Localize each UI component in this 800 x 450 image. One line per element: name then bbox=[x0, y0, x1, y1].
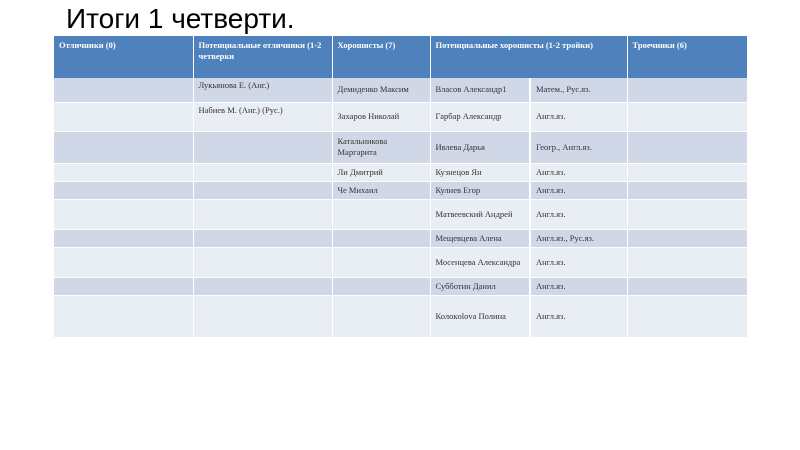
table-row bbox=[54, 163, 747, 181]
cell-potential-good-subjects: Англ.яз. bbox=[530, 163, 627, 181]
header-potential-good: Потенциальные хорошисты (1-2 тройки) bbox=[430, 36, 627, 78]
cell-potential-good-name: Гарбар Александр bbox=[430, 102, 530, 131]
cell-potential-good-subjects: Англ.яз. bbox=[530, 295, 627, 337]
cell-potential-excellent bbox=[193, 277, 332, 295]
cell-good bbox=[332, 199, 430, 229]
table-row bbox=[54, 102, 747, 131]
cell-good bbox=[332, 229, 430, 247]
cell-satisfactory bbox=[627, 247, 747, 277]
cell-excellent bbox=[54, 163, 193, 181]
cell-potential-good-subjects: Матем., Рус.яз. bbox=[530, 78, 627, 102]
cell-satisfactory bbox=[627, 229, 747, 247]
cell-satisfactory bbox=[627, 102, 747, 131]
table-row bbox=[54, 229, 747, 247]
cell-satisfactory bbox=[627, 163, 747, 181]
cell-good bbox=[332, 277, 430, 295]
cell-potential-excellent: Набиев М. (Анг.) (Рус.) bbox=[193, 102, 332, 131]
cell-satisfactory bbox=[627, 295, 747, 337]
slide-title: Итоги 1 четверти. bbox=[66, 3, 295, 34]
cell-satisfactory bbox=[627, 181, 747, 199]
cell-good: Катальникова Маргарита bbox=[332, 131, 430, 163]
table-row bbox=[54, 199, 747, 229]
header-row bbox=[54, 36, 747, 78]
table-row bbox=[54, 295, 747, 337]
cell-potential-excellent: Лукьянова Е. (Анг.) bbox=[193, 78, 332, 102]
cell-potential-excellent bbox=[193, 199, 332, 229]
cell-potential-excellent bbox=[193, 295, 332, 337]
header-good: Хорошисты (7) bbox=[332, 36, 430, 78]
cell-potential-good-subjects: Англ.яз. bbox=[530, 102, 627, 131]
cell-satisfactory bbox=[627, 131, 747, 163]
cell-satisfactory bbox=[627, 78, 747, 102]
cell-good bbox=[332, 247, 430, 277]
cell-potential-good-subjects: Англ.яз. bbox=[530, 181, 627, 199]
cell-excellent bbox=[54, 199, 193, 229]
table-row bbox=[54, 131, 747, 163]
cell-potential-good-name: Субботин Данил bbox=[430, 277, 530, 295]
cell-potential-good-subjects: Геогр., Англ.яз. bbox=[530, 131, 627, 163]
cell-potential-good-name: Кузнецов Ян bbox=[430, 163, 530, 181]
cell-potential-good-subjects: Англ.яз. bbox=[530, 277, 627, 295]
cell-potential-excellent bbox=[193, 131, 332, 163]
cell-potential-good-subjects: Англ.яз., Рус.яз. bbox=[530, 229, 627, 247]
cell-good: Демиденко Максим bbox=[332, 78, 430, 102]
cell-potential-excellent bbox=[193, 163, 332, 181]
cell-potential-good-name: Матвеевский Андрей bbox=[430, 199, 530, 229]
cell-potential-excellent bbox=[193, 229, 332, 247]
header-potential-excellent: Потенциальные отличники (1-2 четверки bbox=[193, 36, 332, 78]
header-excellent: Отличники (0) bbox=[54, 36, 193, 78]
cell-potential-excellent bbox=[193, 181, 332, 199]
cell-excellent bbox=[54, 277, 193, 295]
cell-satisfactory bbox=[627, 199, 747, 229]
cell-good: Че Михаил bbox=[332, 181, 430, 199]
cell-good: Ли Дмитрий bbox=[332, 163, 430, 181]
cell-potential-good-name: Мосенцева Александра bbox=[430, 247, 530, 277]
cell-excellent bbox=[54, 78, 193, 102]
table-row bbox=[54, 78, 747, 102]
table-row bbox=[54, 247, 747, 277]
cell-potential-good-name: Ивлева Дарья bbox=[430, 131, 530, 163]
cell-potential-excellent bbox=[193, 247, 332, 277]
cell-excellent bbox=[54, 181, 193, 199]
cell-potential-good-name: Власов Александр1 bbox=[430, 78, 530, 102]
results-table bbox=[54, 36, 748, 338]
cell-excellent bbox=[54, 102, 193, 131]
cell-potential-good-name: Мещевцева Алена bbox=[430, 229, 530, 247]
table-row bbox=[54, 181, 747, 199]
cell-good: Захаров Николай bbox=[332, 102, 430, 131]
table-row bbox=[54, 277, 747, 295]
cell-potential-good-name: Кулиев Егор bbox=[430, 181, 530, 199]
cell-potential-good-name: Колокolova Полина bbox=[430, 295, 530, 337]
cell-good bbox=[332, 295, 430, 337]
cell-potential-good-subjects: Англ.яз. bbox=[530, 247, 627, 277]
cell-excellent bbox=[54, 295, 193, 337]
cell-excellent bbox=[54, 247, 193, 277]
header-satisfactory: Троечники (6) bbox=[627, 36, 747, 78]
cell-excellent bbox=[54, 131, 193, 163]
cell-excellent bbox=[54, 229, 193, 247]
cell-potential-good-subjects: Англ.яз. bbox=[530, 199, 627, 229]
cell-satisfactory bbox=[627, 277, 747, 295]
